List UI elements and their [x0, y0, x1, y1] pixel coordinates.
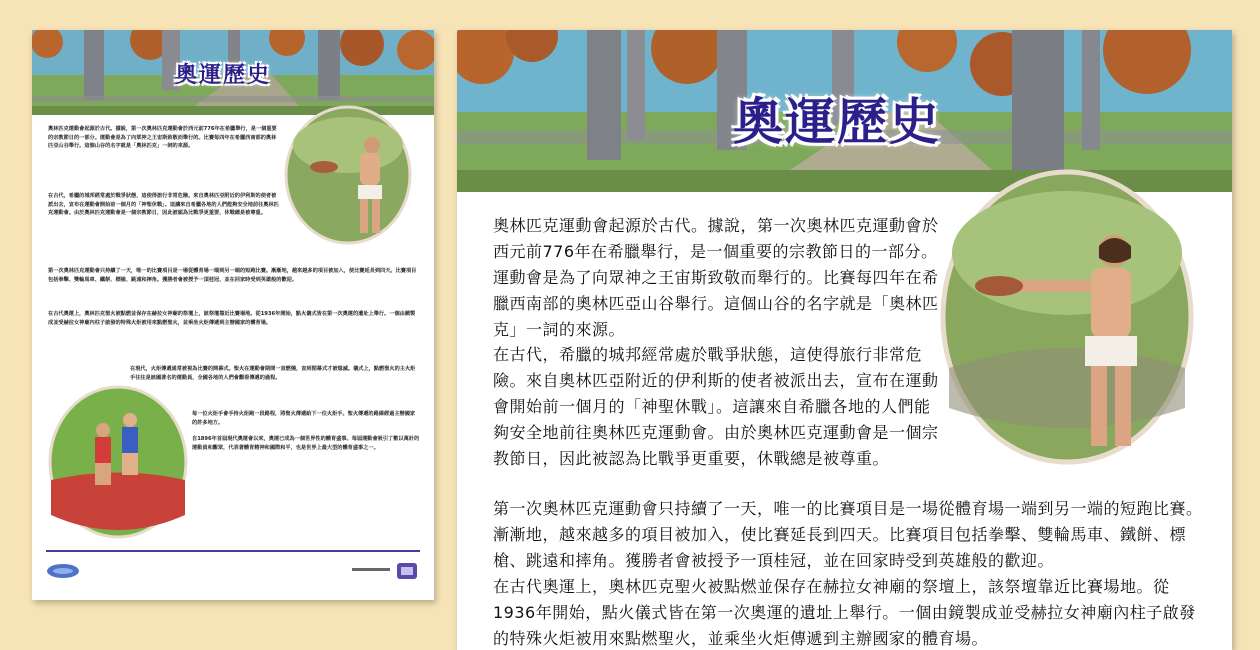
paragraph-7-thumb: 自1896年首屆現代奧運會以來，奧運已成為一個世界性的體育盛事。每屆運動會吸引了數以萬計的運動員和觀眾，代表著體育精神和國際和平，也是世界上最大型的體育盛事之一。 [192, 436, 420, 451]
paragraph-2: 在古代，希臘的城邦經常處於戰爭狀態，這使得旅行非常危險。來自奧林匹亞附近的伊利斯的使者被派出去，宣布在運動會開始前一個月的「神聖休戰」。這讓來自希臘各地的人們能夠安全地前往奧林匹克運動會。由於奧林匹克運動會是一個宗教節日，因此被認為比戰爭更重要，休戰總是被尊重。 [493, 345, 939, 468]
footer-badge-icon [396, 562, 418, 580]
paragraph-6-thumb: 每一位火炬手會手持火炬跑一段路程，將聖火傳遞給下一位火炬手。聖火傳遞的路線經過主辦國家的許多地方。 [192, 411, 416, 426]
footer-divider [46, 550, 420, 552]
document-title: 奧運歷史 [733, 93, 941, 151]
document-page-main [457, 30, 1232, 650]
runners-image [48, 385, 188, 540]
paragraph-3: 第一次奧林匹克運動會只持續了一天，唯一的比賽項目是一場從體育場一端到另一端的短跑比賽。漸漸地，越來越多的項目被加入，使比賽延長到四天。比賽項目包括拳擊、雙輪馬車、鐵餅、標槍、跳遠和摔角。獲勝者會被授予一頂桂冠，並在回家時受到英雄般的歡迎。 [493, 499, 1203, 570]
paragraph-4-thumb: 在古代奧運上，奧林匹克聖火被點燃並保存在赫拉女神廟的祭壇上，該祭壇靠近比賽場地。從1936年開始，點火儀式皆在第一次奧運的遺址上舉行。一個由鏡製成並受赫拉女神廟內柱子啟發的特殊火炬被用來點燃聖火，並乘坐火炬傳遞到主辦國家的體育場。 [48, 311, 416, 326]
discus-thrower-image [939, 168, 1195, 466]
paragraph-5-thumb: 在現代，火炬傳遞通常被視為比賽的開幕式。聖火在運動會期間一直燃燒，直到閉幕式才被熄滅。儀式上，點燃聖火的主火炬手往往是該國著名的運動員，全國各地的人們會觀看傳遞的過程。 [130, 366, 416, 381]
paragraph-1: 奧林匹克運動會起源於古代。據說，第一次奧林匹克運動會於西元前776年在希臘舉行，是一個重要的宗教節日的一部分。運動會是為了向眾神之王宙斯致敬而舉行的。比賽每四年在希臘西南部的奧林匹亞山谷舉行。這個山谷的名字就是「奧林匹克」一詞的來源。 [493, 216, 939, 339]
paragraph-4: 在古代奧運上，奧林匹克聖火被點燃並保存在赫拉女神廟的祭壇上，該祭壇靠近比賽場地。從1936年開始，點火儀式皆在第一次奧運的遺址上舉行。一個由鏡製成並受赫拉女神廟內柱子啟發的特殊火炬被用來點燃聖火，並乘坐火炬傳遞到主辦國家的體育場。 [493, 577, 1196, 648]
footer-url-mark [352, 568, 390, 571]
paragraph-1-thumb: 奧林匹克運動會起源於古代。據說，第一次奧林匹克運動會於西元前776年在希臘舉行，是一個重要的宗教節日的一部分。運動會是為了向眾神之王宙斯致敬而舉行的。比賽每四年在希臘西南部的奧林匹亞山谷舉行。這個山谷的名字就是「奧林匹克」一詞的來源。 [48, 126, 277, 149]
document-title: 奧運歷史 [175, 63, 272, 88]
discus-thrower-image [284, 105, 412, 245]
paragraph-3-thumb: 第一次奧林匹克運動會只持續了一天，唯一的比賽項目是一場從體育場一端到另一端的短跑比賽。漸漸地，越來越多的項目被加入，使比賽延長到四天。比賽項目包括拳擊、雙輪馬車、鐵餅、標槍、跳遠和摔角。獲勝者會被授予一頂桂冠，並在回家時受到英雄般的歡迎。 [48, 268, 417, 283]
brand-logo-icon [46, 563, 80, 579]
paragraph-2-thumb: 在古代，希臘的城邦經常處於戰爭狀態，這使得旅行非常危險。來自奧林匹亞附近的伊利斯的使者被派出去，宣布在運動會開始前一個月的「神聖休戰」。這讓來自希臘各地的人們能夠安全地前往奧林匹克運動會。由於奧林匹克運動會是一個宗教節日，因此被認為比戰爭更重要，休戰總是被尊重。 [48, 193, 279, 216]
document-page-thumbnail [32, 30, 434, 600]
